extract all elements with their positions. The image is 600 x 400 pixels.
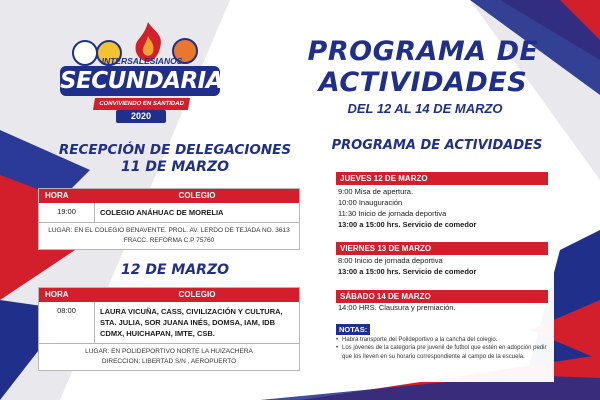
- day12-title: 12 DE MARZO: [120, 262, 229, 278]
- sabado-line1: 14:00 HRS. Clausura y premiación.: [338, 303, 456, 312]
- row-colegio: LAURA VICUÑA, CASS, CIVILIZACIÓN Y CULTURA, STA. JULIA, SOR JUANA INÉS, DOMSA, IAM, IDB CDMX, HUICHAPAN, IMTE, CSB.: [100, 307, 283, 338]
- reception-title-line2: 11 DE MARZO: [120, 159, 229, 175]
- viernes-line2: 13:00 a 15:00 hrs. Servicio de comedor: [338, 267, 477, 276]
- location-note-line2: DIRECCION: LIBERTAD S/N , AEROPUERTO: [101, 358, 237, 365]
- logo-top-text: INTERSALESIANOS: [101, 56, 183, 66]
- reception-title: [40, 142, 310, 176]
- main-title-line1: PROGRAMA DE: [307, 36, 539, 67]
- reception-title-line1: RECEPCIÓN DE DELEGACIONES: [58, 142, 292, 158]
- location-note: LUGAR: EN EL COLEGIO BENAVENTE. PROL. AV. LERDO DE TEJADA NO. 3613 FRACC. REFORMA C.P 75760: [48, 227, 290, 244]
- reception-table: [38, 188, 300, 250]
- program-title: PROGRAMA DE ACTIVIDADES: [331, 138, 543, 153]
- notes-header: NOTAS:: [336, 324, 370, 335]
- table-header: [39, 189, 299, 203]
- col-colegio: COLEGIO: [178, 191, 216, 200]
- logo-year: 2020: [116, 110, 166, 123]
- row-hora: 08:00: [39, 302, 95, 343]
- main-dates: DEL 12 AL 14 DE MARZO: [347, 101, 503, 116]
- sabado-header: SÁBADO 14 DE MARZO: [336, 290, 548, 303]
- note-item: • Los jóvenes de la categoría pre juvenil de futbol que estén en adopción pedir que los lleven en su horario correspondiente al campo de la escuela.: [336, 344, 550, 361]
- col-hora: HORA: [45, 191, 69, 200]
- location-note-line1: LUGAR: EN POLIDEPORTIVO NORTE LA HUIZACHERA: [85, 348, 253, 355]
- table-row: [39, 203, 299, 223]
- jueves-line4: 13:00 a 15:00 hrs. Servicio de comedor: [338, 220, 477, 229]
- location-note: [39, 344, 299, 370]
- table-header: [39, 288, 299, 302]
- row-hora: 19:00: [39, 203, 95, 222]
- jueves-line2: 10:00 Inauguración: [338, 198, 403, 207]
- table-row: [39, 302, 299, 344]
- main-title-line2: ACTIVIDADES: [318, 67, 528, 98]
- viernes-header: VIERNES 13 DE MARZO: [336, 242, 548, 255]
- logo-wordmark: SECUNDARIAS: [60, 68, 240, 94]
- jueves-line1: 9:00 Misa de apertura.: [338, 187, 414, 196]
- row-colegio: COLEGIO ANÁHUAC DE MORELIA: [100, 208, 224, 217]
- main-title: [258, 36, 588, 98]
- col-hora: HORA: [45, 290, 69, 299]
- viernes-line1: 8:00 Inicio de jornada deportiva: [338, 256, 443, 265]
- jueves-header: JUEVES 12 DE MARZO: [336, 172, 548, 185]
- note-item: • Habrá transporte del Polideportivo a la cancha del colegio.: [336, 336, 550, 344]
- notes-list: [336, 336, 550, 361]
- logo-ribbon: CONVIVIENDO EN SANTIDAD: [93, 98, 190, 110]
- day12-table: [38, 287, 300, 371]
- event-logo: [52, 10, 240, 122]
- col-colegio: COLEGIO: [178, 290, 216, 299]
- jueves-line3: 11:30 Inicio de jornada deportiva: [338, 209, 447, 218]
